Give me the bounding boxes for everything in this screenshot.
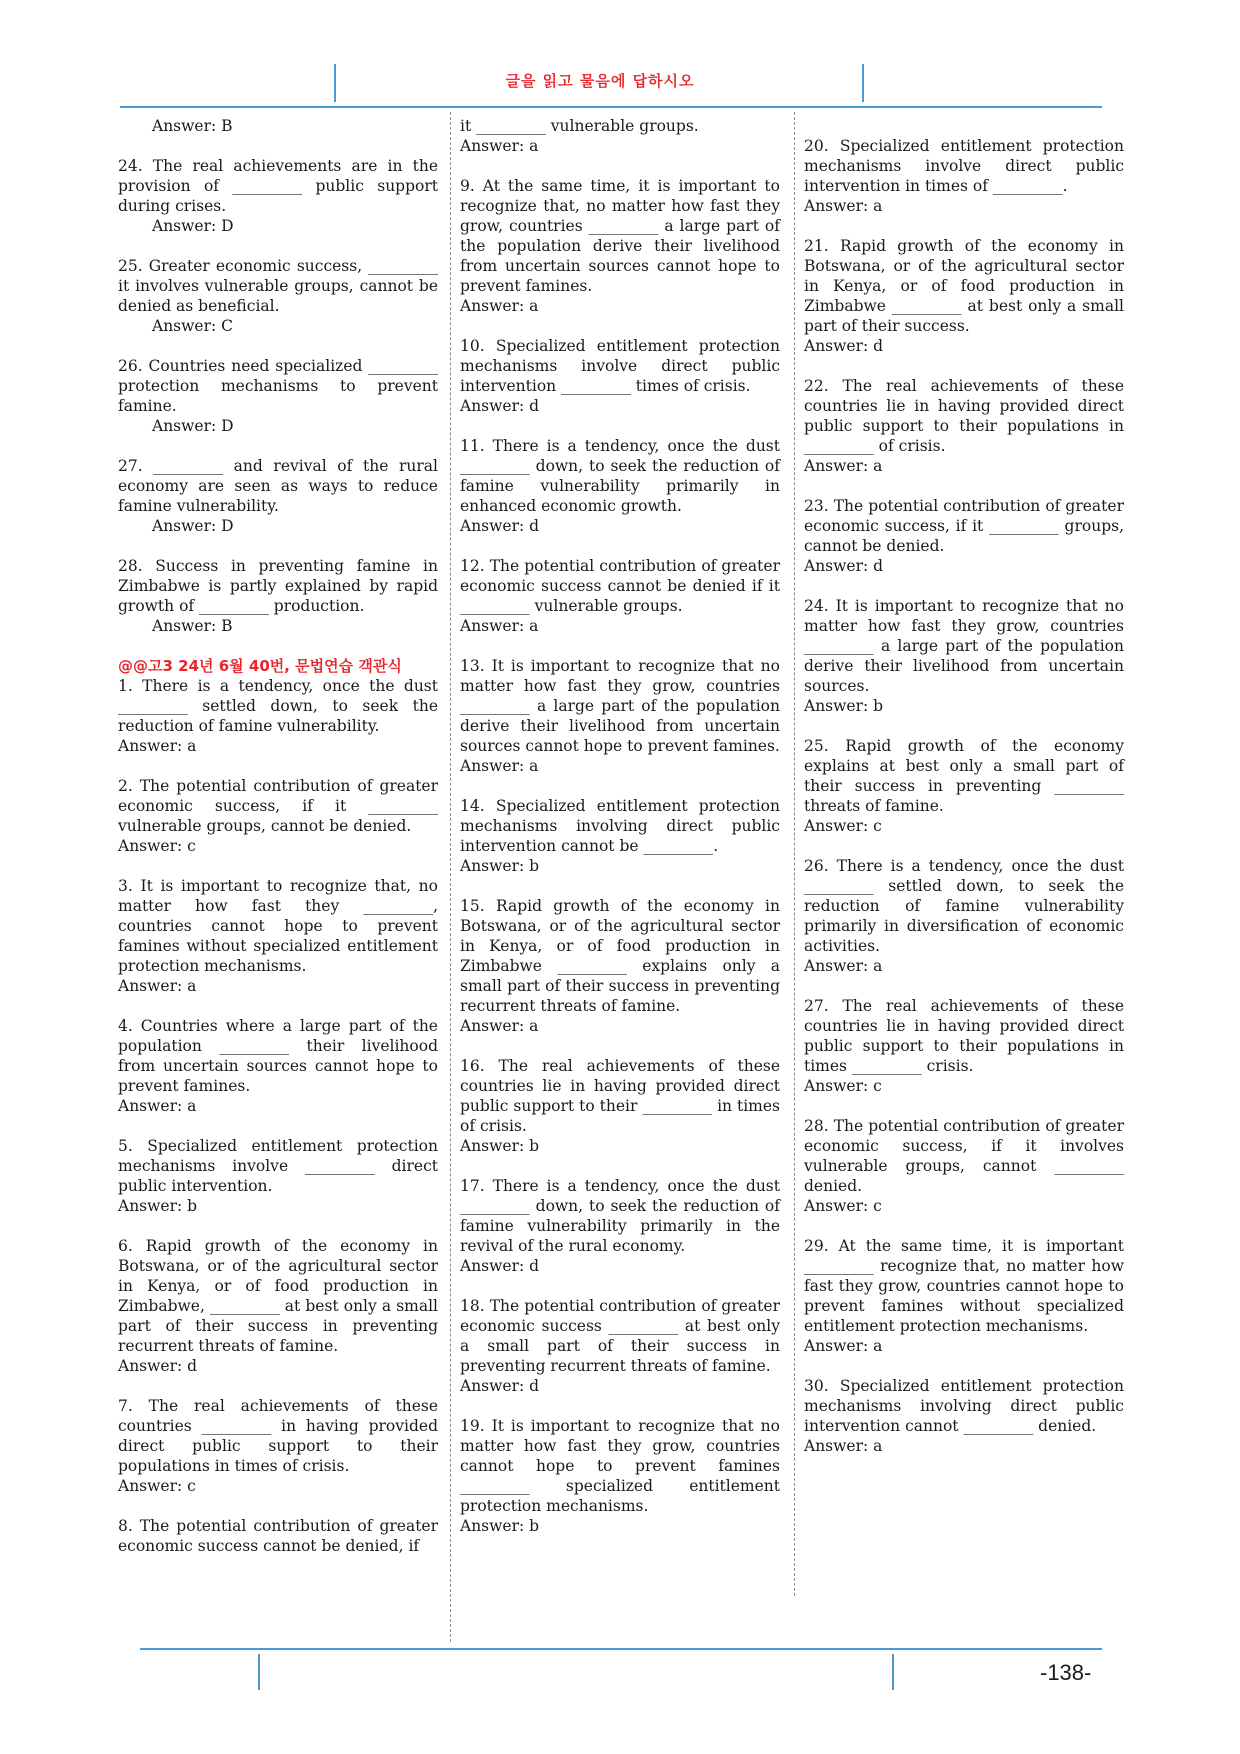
question-text: 17. There is a tendency, once the dust _________ down, to seek the reduction of famine vulnerability primarily in the revival of the rural economy.: [460, 1177, 785, 1255]
answer-text: Answer: a: [460, 617, 539, 635]
question-text: 10. Specialized entitlement protection mechanisms involve direct public intervention _________ times of crisis.: [460, 337, 785, 395]
answer-text: Answer: a: [804, 197, 883, 215]
question-text: 8. The potential contribution of greater economic success cannot be denied, if: [118, 1517, 443, 1555]
question-text: 7. The real achievements of these countries _________ in having provided direct public support to their populations in times of crisis.: [118, 1397, 443, 1475]
answer-text: Answer: a: [460, 297, 539, 315]
question-text: 15. Rapid growth of the economy in Botswana, or of the agricultural sector in Kenya, or of food production in Zimbabwe _________ explains only a small part of their success in preventing recurrent threats of famine.: [460, 897, 785, 1015]
question-text: 21. Rapid growth of the economy in Botswana, or of the agricultural sector in Kenya, or of food production in Zimbabwe _________ at best only a small part of their success.: [804, 237, 1129, 335]
answer-text: Answer: D: [152, 417, 234, 435]
question-text: 14. Specialized entitlement protection mechanisms involving direct public intervention cannot be _________.: [460, 797, 785, 855]
answer-text: Answer: a: [118, 737, 197, 755]
answer-text: Answer: c: [118, 1477, 196, 1495]
answer-text: Answer: B: [152, 117, 233, 135]
column-divider-1: [450, 112, 451, 1642]
answer-text: Answer: C: [152, 317, 233, 335]
answer-text: Answer: c: [804, 1197, 882, 1215]
answer-text: Answer: a: [804, 1337, 883, 1355]
question-text: 30. Specialized entitlement protection mechanisms involving direct public intervention cannot _________ denied.: [804, 1377, 1129, 1435]
answer-text: Answer: a: [460, 757, 539, 775]
answer-text: Answer: a: [118, 977, 197, 995]
answer-text: Answer: c: [804, 817, 882, 835]
column-divider-2: [794, 112, 795, 1596]
question-text: 29. At the same time, it is important _________ recognize that, no matter how fast they grow, countries cannot hope to prevent famines without specialized entitlement protection mechanisms.: [804, 1237, 1129, 1335]
question-text: it _________ vulnerable groups.: [460, 117, 699, 135]
question-text: 28. The potential contribution of greater economic success, if it involves vulnerable groups, cannot _________ denied.: [804, 1117, 1129, 1195]
answer-text: Answer: b: [460, 857, 540, 875]
question-text: 24. The real achievements are in the provision of _________ public support during crises.: [118, 157, 443, 215]
header-right-tick: [862, 64, 864, 102]
question-text: 1. There is a tendency, once the dust _________ settled down, to seek the reduction of famine vulnerability.: [118, 677, 443, 735]
question-text: 22. The real achievements of these countries lie in having provided direct public support to their populations in _________ of crisis.: [804, 377, 1129, 455]
question-text: 11. There is a tendency, once the dust _________ down, to seek the reduction of famine vulnerability primarily in enhanced economic growth.: [460, 437, 785, 515]
question-text: 13. It is important to recognize that no matter how fast they grow, countries _________ a large part of the population derive their livelihood from uncertain sources cannot hope to prevent famines.: [460, 657, 785, 755]
answer-text: Answer: d: [460, 1377, 540, 1395]
question-text: 4. Countries where a large part of the population _________ their livelihood from uncertain sources cannot hope to prevent famines.: [118, 1017, 443, 1095]
answer-text: Answer: d: [460, 517, 540, 535]
answer-text: Answer: B: [152, 617, 233, 635]
column-3: [804, 136, 1129, 1476]
question-text: 12. The potential contribution of greater economic success cannot be denied if it _________ vulnerable groups.: [460, 557, 785, 615]
answer-text: Answer: D: [152, 217, 234, 235]
answer-text: Answer: b: [460, 1517, 540, 1535]
answer-text: Answer: D: [152, 517, 234, 535]
question-text: 23. The potential contribution of greater economic success, if it _________ groups, cannot be denied.: [804, 497, 1129, 555]
column-1-questions-part-2: [118, 676, 443, 1556]
answer-text: Answer: d: [460, 397, 540, 415]
header-rule: [120, 106, 1102, 108]
answer-text: Answer: a: [118, 1097, 197, 1115]
answer-text: Answer: c: [118, 837, 196, 855]
answer-text: Answer: a: [804, 457, 883, 475]
question-text: 5. Specialized entitlement protection mechanisms involve _________ direct public intervention.: [118, 1137, 443, 1195]
column-1-questions-part-1: [118, 116, 443, 636]
question-text: 20. Specialized entitlement protection mechanisms involve direct public intervention in times of _________.: [804, 137, 1129, 195]
answer-text: Answer: d: [460, 1257, 540, 1275]
question-text: 2. The potential contribution of greater economic success, if it _________ vulnerable groups, cannot be denied.: [118, 777, 443, 835]
column-1: [118, 116, 443, 1556]
answer-text: Answer: d: [804, 557, 884, 575]
answer-text: Answer: d: [804, 337, 884, 355]
column-2: [460, 116, 785, 1556]
answer-text: Answer: b: [460, 1137, 540, 1155]
question-text: 6. Rapid growth of the economy in Botswana, or of the agricultural sector in Kenya, or of food production in Zimbabwe, _________ at best only a small part of their success in preventing recurrent threats of famine.: [118, 1237, 443, 1355]
question-text: 27. The real achievements of these countries lie in having provided direct public support to their populations in times _________ crisis.: [804, 997, 1129, 1075]
answer-text: Answer: d: [118, 1357, 198, 1375]
footer-left-tick: [258, 1654, 260, 1690]
answer-text: Answer: c: [804, 1077, 882, 1095]
page-number: -138-: [1040, 1660, 1092, 1685]
question-text: 16. The real achievements of these countries lie in having provided direct public support to their _________ in times of crisis.: [460, 1057, 785, 1135]
answer-text: Answer: a: [804, 1437, 883, 1455]
question-text: 27. _________ and revival of the rural economy are seen as ways to reduce famine vulnerability.: [118, 457, 443, 515]
footer-right-tick: [892, 1654, 894, 1690]
question-text: 18. The potential contribution of greater economic success _________ at best only a small part of their success in preventing recurrent threats of famine.: [460, 1297, 785, 1375]
section-title: @@고3 24년 6월 40번, 문법연습 객관식: [118, 657, 402, 675]
question-text: 26. Countries need specialized _________ protection mechanisms to prevent famine.: [118, 357, 443, 415]
question-text: 25. Greater economic success, _________ it involves vulnerable groups, cannot be denied as beneficial.: [118, 257, 443, 315]
answer-text: Answer: a: [460, 137, 539, 155]
answer-text: Answer: b: [804, 697, 884, 715]
page-header-title: 글을 읽고 물음에 답하시오: [505, 72, 695, 90]
question-text: 28. Success in preventing famine in Zimbabwe is partly explained by rapid growth of _________ production.: [118, 557, 443, 615]
question-text: 24. It is important to recognize that no matter how fast they grow, countries _________ a large part of the population derive their livelihood from uncertain sources.: [804, 597, 1129, 695]
answer-text: Answer: a: [804, 957, 883, 975]
answer-text: Answer: a: [460, 1017, 539, 1035]
header-left-tick: [334, 64, 336, 102]
question-text: 19. It is important to recognize that no matter how fast they grow, countries cannot hope to prevent famines _________ specialized entitlement protection mechanisms.: [460, 1417, 785, 1515]
question-text: 26. There is a tendency, once the dust _________ settled down, to seek the reduction of famine vulnerability primarily in diversification of economic activities.: [804, 857, 1129, 955]
question-text: 9. At the same time, it is important to recognize that, no matter how fast they grow, countries _________ a large part of the population derive their livelihood from uncertain sources cannot hope to prevent famines.: [460, 177, 785, 295]
footer-rule: [140, 1648, 1102, 1650]
question-text: 25. Rapid growth of the economy explains at best only a small part of their success in preventing _________ threats of famine.: [804, 737, 1129, 815]
question-text: 3. It is important to recognize that, no matter how fast they _________, countries cannot hope to prevent famines without specialized entitlement protection mechanisms.: [118, 877, 443, 975]
answer-text: Answer: b: [118, 1197, 198, 1215]
